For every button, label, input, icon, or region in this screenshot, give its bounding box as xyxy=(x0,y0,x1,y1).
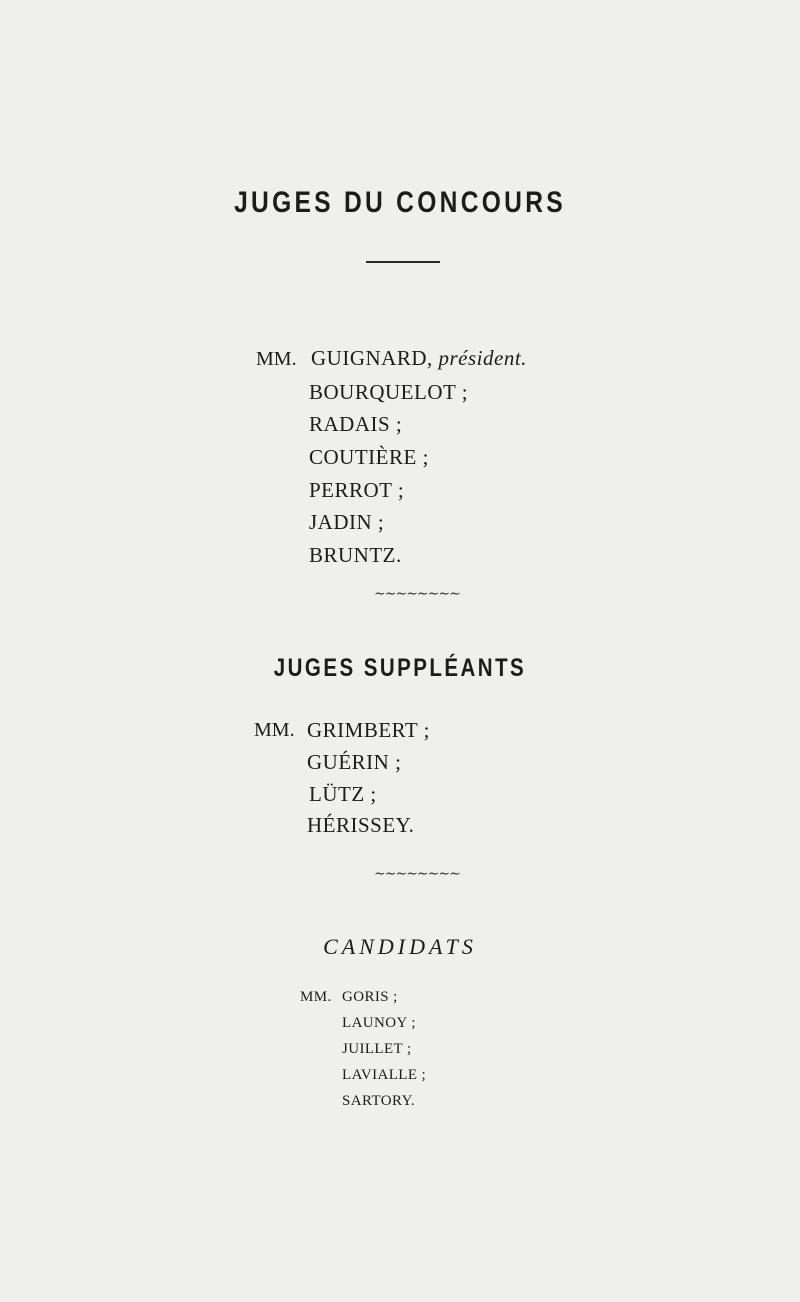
section-title-candidats: CANDIDATS xyxy=(323,934,477,959)
judge-entry: PERROT ; xyxy=(309,478,405,502)
candidate-entry: JUILLET ; xyxy=(342,1041,412,1057)
candidate-entry: GORIS ; xyxy=(342,989,398,1005)
substitute-entry: HÉRISSEY. xyxy=(307,813,415,837)
judge-entry: COUTIÈRE ; xyxy=(309,445,429,469)
judge-entry: JADIN ; xyxy=(309,510,385,534)
candidates-honorific: MM. xyxy=(300,989,332,1005)
judge-entry: RADAIS ; xyxy=(309,412,403,436)
judge-entry: BOURQUELOT ; xyxy=(309,380,469,404)
wavy-ornament-divider: ∼∼∼∼∼∼∼∼ xyxy=(374,867,460,882)
candidate-entry: SARTORY. xyxy=(342,1093,416,1109)
title-underline-rule xyxy=(366,261,440,263)
wavy-ornament-divider: ∼∼∼∼∼∼∼∼ xyxy=(374,587,460,602)
substitute-entry: GRIMBERT ; xyxy=(307,718,430,742)
judge-entry xyxy=(311,346,527,371)
substitute-entry: LÜTZ ; xyxy=(309,782,377,806)
judge-name: GUIGNARD, xyxy=(311,346,433,370)
substitute-entry: GUÉRIN ; xyxy=(307,750,402,774)
judges-honorific: MM. xyxy=(256,348,297,370)
candidate-entry: LAVIALLE ; xyxy=(342,1067,427,1083)
candidate-entry: LAUNOY ; xyxy=(342,1015,416,1031)
section-title-juges-suppleants: JUGES SUPPLÉANTS xyxy=(273,654,527,682)
substitutes-honorific: MM. xyxy=(254,719,295,741)
judge-entry: BRUNTZ. xyxy=(309,543,402,567)
section-title-juges-du-concours: JUGES DU CONCOURS xyxy=(234,186,566,219)
president-note: président. xyxy=(438,346,527,370)
